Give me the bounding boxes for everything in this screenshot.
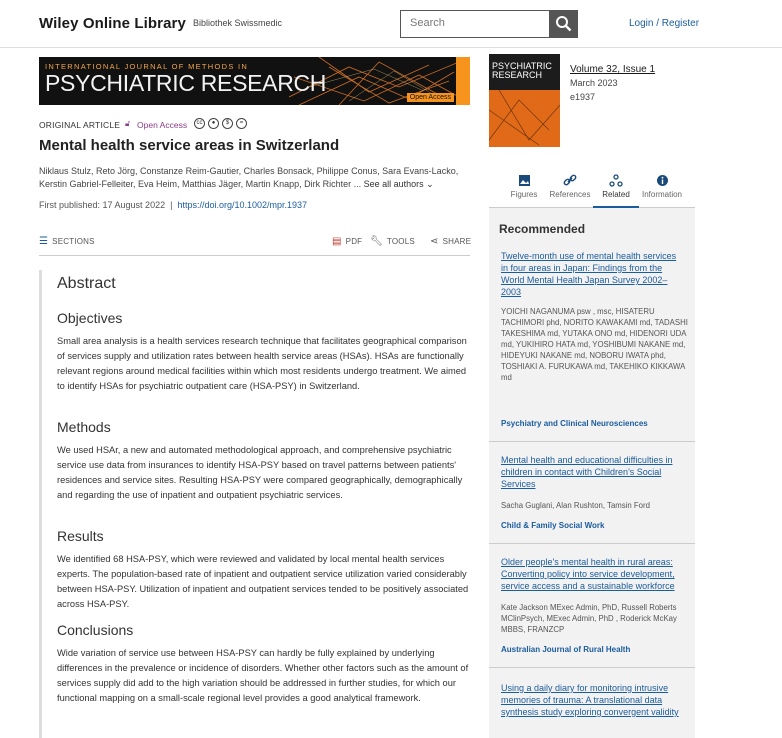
- recommended-authors: Sacha Guglani, Alan Rushton, Tamsin Ford: [501, 501, 650, 510]
- license-icons[interactable]: [194, 118, 247, 129]
- issue-cover-image[interactable]: [489, 54, 560, 147]
- open-access-label: Open Access: [137, 120, 188, 130]
- tab-information-label: Information: [641, 190, 683, 199]
- list-icon: ☰: [39, 236, 49, 247]
- abstract-section: [39, 270, 470, 738]
- objectives-heading: Objectives: [57, 310, 123, 326]
- share-icon: ⋖: [430, 236, 439, 247]
- recommended-panel: [489, 208, 695, 738]
- pdf-button[interactable]: [332, 236, 362, 247]
- banner-subtitle: INTERNATIONAL JOURNAL OF METHODS IN: [45, 62, 249, 71]
- recommended-journal-link[interactable]: Child & Family Social Work: [501, 521, 605, 530]
- share-button[interactable]: [430, 236, 471, 247]
- lock-open-icon: 🔓︎: [125, 119, 131, 128]
- banner-open-access-badge: Open Access: [407, 93, 454, 102]
- banner-accent-strip: [456, 57, 470, 105]
- wiley-logo[interactable]: Wiley Online Library: [39, 15, 186, 32]
- tab-information[interactable]: [639, 172, 685, 199]
- recommended-item: [489, 242, 695, 442]
- article-toolbar: [39, 232, 470, 256]
- recommended-title-link[interactable]: Twelve-month use of mental health services in four areas in Japan: Findings from the World Mental Health Japan Survey 2002–2003: [501, 251, 677, 297]
- recommended-item: [489, 668, 695, 738]
- methods-heading: Methods: [57, 419, 111, 435]
- recommended-heading: Recommended: [499, 222, 586, 236]
- tools-label: TOOLS: [386, 237, 415, 246]
- recommended-title-link[interactable]: Using a daily diary for monitoring intrusive memories of trauma: A translational data synthesis study exploring convergent validity: [501, 683, 679, 717]
- search-button[interactable]: [549, 10, 578, 38]
- separator: |: [167, 200, 175, 210]
- cc-icon: cc: [194, 118, 205, 129]
- tab-related-label: Related: [602, 190, 630, 199]
- results-text: We identified 68 HSA-PSY, which were reviewed and validated by local mental health services experts. The population-based rate of inpatient and outpatient service utilization varied considerably between HSA-PSY. Utilization of inpatient and outpatient services tended to be positively associated across HSA-PSY.: [57, 554, 469, 609]
- recommended-item: [489, 442, 695, 544]
- recommended-title-link[interactable]: Mental health and educational difficulties in children in contact with Children's Social Services: [501, 455, 673, 489]
- cc-by-icon: ●: [208, 118, 219, 129]
- author-list[interactable]: [39, 165, 469, 191]
- wrench-icon: 🔧︎: [370, 236, 383, 247]
- share-label: SHARE: [442, 237, 472, 246]
- tab-references-label: References: [549, 190, 591, 199]
- search-icon: [555, 15, 572, 32]
- conclusions-text: Wide variation of service use between HSA-PSY can hardly be fully explained by underlying differences in the prevalence or incidence of disorders. Whether other factors such as the amount of services supply did add to the high variation should be addressed in further studies, for which our functional mapping on a small-scale regional level provides a good analytical framework.: [57, 648, 469, 703]
- recommended-journal-link[interactable]: Australian Journal of Rural Health: [501, 645, 631, 654]
- banner-title: PSYCHIATRIC RESEARCH: [45, 70, 327, 96]
- search-input[interactable]: [400, 10, 578, 38]
- tab-figures-label: Figures: [510, 190, 538, 199]
- sections-label: SECTIONS: [52, 237, 95, 246]
- authors-line-1[interactable]: Niklaus Stulz, Reto Jörg, Constanze Reim-Gautier, Charles Bonsack, Philippe Conus, Sara Evans-Lacko,: [39, 166, 459, 176]
- publication-info: [39, 200, 307, 210]
- article-number: e1937: [570, 92, 596, 102]
- article-title: Mental health service areas in Switzerland: [39, 137, 340, 154]
- volume-issue-link[interactable]: Volume 32, Issue 1: [570, 64, 656, 75]
- sections-button[interactable]: [39, 236, 95, 247]
- abstract-heading: Abstract: [57, 275, 116, 292]
- cover-artwork: [489, 90, 560, 147]
- article-type: ORIGINAL ARTICLE: [39, 120, 121, 130]
- cover-title: PSYCHIATRIC RESEARCH: [492, 61, 552, 80]
- recommended-item: [489, 544, 695, 668]
- tab-related[interactable]: [593, 172, 639, 208]
- pdf-label: PDF: [345, 237, 363, 246]
- issue-date: March 2023: [570, 78, 618, 88]
- recommended-journal-link[interactable]: Psychiatry and Clinical Neurosciences: [501, 419, 648, 428]
- tools-button[interactable]: [370, 236, 415, 247]
- cc-nc-icon: $: [222, 118, 233, 129]
- recommended-authors: YOICHI NAGANUMA psw , msc, HISATERU TACHIMORI phd, NORITO KAWAKAMI md, TADASHI TAKESHIMA md, YUTAKA ONO md, HIDENORI UDA md, YUKIHIRO HATA md, YOSHIBUMI NAKANE md, HIDEYUKI NAKANE md, NOBORU IWATA phd, TOSHIAKI A. FURUKAWA md, TAKEHIKO KIKKAWA md: [501, 307, 688, 382]
- results-heading: Results: [57, 528, 104, 544]
- site-header: [0, 0, 782, 48]
- doi-link[interactable]: https://doi.org/10.1002/mpr.1937: [177, 200, 308, 210]
- institution-name: Bibliothek Swissmedic: [193, 18, 283, 28]
- authors-line-2[interactable]: Kerstin Gabriel-Felleiter, Eva Heim, Matthias Jäger, Martin Knapp, Dirk Richter ...: [39, 179, 362, 189]
- methods-text: We used HSAr, a new and automated methodological approach, and comprehensive psychiatric service use data from insurances to identify HSA-PSY based on travel patterns between patients' residences and service sites. Resulting HSA-PSY were compared geographically, demographically and regarding the use of inpatient and outpatient psychiatric services.: [57, 445, 463, 500]
- journal-banner[interactable]: [39, 57, 470, 105]
- recommended-title-link[interactable]: Older people's mental health in rural areas: Converting policy into service development, service access and a sustainable workforce: [501, 557, 675, 591]
- login-register-link[interactable]: Login / Register: [629, 18, 700, 29]
- recommended-authors: Kate Jackson MExec Admin, PhD, Russell Roberts MClinPsych, MExec Admin, PhD , Roderick McKay MBBS, FRANZCP: [501, 603, 677, 634]
- side-tabs: [489, 172, 695, 208]
- info-icon: [656, 174, 669, 187]
- first-published: First published: 17 August 2022: [39, 200, 166, 210]
- tab-references[interactable]: [547, 172, 593, 199]
- search-placeholder: Search: [410, 17, 445, 29]
- pdf-icon: ▤: [332, 236, 342, 247]
- tab-figures[interactable]: [501, 172, 547, 199]
- conclusions-heading: Conclusions: [57, 622, 134, 638]
- cc-nd-icon: =: [236, 118, 247, 129]
- network-icon: [609, 174, 623, 187]
- link-icon: [563, 174, 577, 187]
- see-all-authors-link[interactable]: See all authors ⌄: [363, 179, 434, 189]
- objectives-text: Small area analysis is a health services research technique that facilitates geographical comparison of services supply and utilization rates between health service areas (HSAs). HSAs are functionally relevant regions around medical facilities within which most residents undergo treatment. We aimed to identify HSAs for psychiatric outpatient care (HSA-PSY) in Switzerland.: [57, 336, 467, 391]
- image-icon: [518, 174, 531, 187]
